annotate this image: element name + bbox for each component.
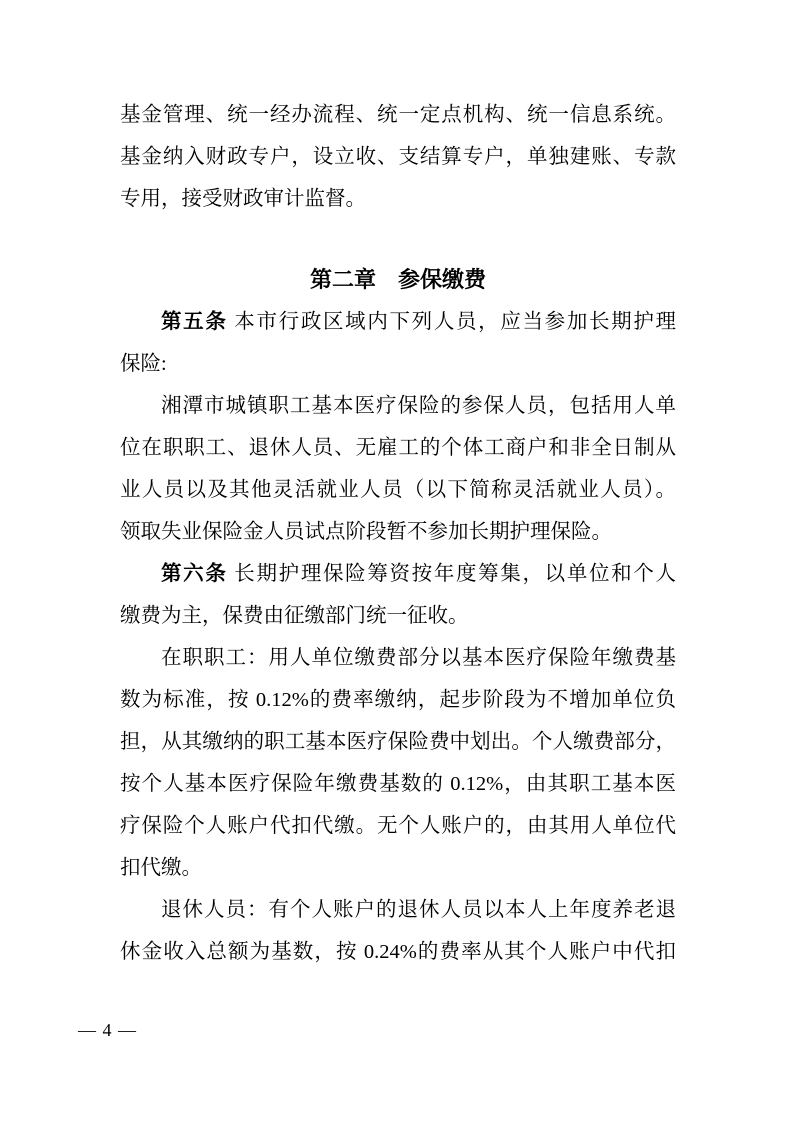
text-line: 担，从其缴纳的职工基本医疗保险费中划出。个人缴费部分， bbox=[120, 731, 676, 753]
article-number: 第五条 bbox=[161, 311, 228, 333]
text-line: 保险: bbox=[120, 353, 167, 375]
text-line: 数为标准，按 0.12%的费率缴纳，起步阶段为不增加单位负 bbox=[120, 689, 676, 711]
article-text: 本市行政区域内下列人员，应当参加长期护理 bbox=[227, 311, 677, 333]
text-line: 业人员以及其他灵活就业人员（以下简称灵活就业人员）。 bbox=[120, 479, 676, 501]
text-line: 休金收入总额为基数，按 0.24%的费率从其个人账户中代扣 bbox=[120, 941, 676, 963]
article-text: 长期护理保险筹资按年度筹集，以单位和个人 bbox=[227, 563, 677, 585]
article-number: 第六条 bbox=[161, 563, 228, 585]
paragraph-article-6 bbox=[120, 553, 676, 637]
text-line: 基金纳入财政专户，设立收、支结算专户，单独建账、专款 bbox=[120, 146, 676, 168]
text-line bbox=[120, 301, 676, 343]
text-line bbox=[120, 553, 676, 595]
text-line: 疗保险个人账户代扣代缴。无个人账户的，由其用人单位代 bbox=[120, 815, 676, 837]
text-line: 在职职工：用人单位缴费部分以基本医疗保险年缴费基 bbox=[161, 647, 676, 669]
text-line: 领取失业保险金人员试点阶段暂不参加长期护理保险。 bbox=[120, 521, 612, 543]
page-body bbox=[120, 94, 676, 973]
paragraph-article-5 bbox=[120, 301, 676, 385]
text-line: 扣代缴。 bbox=[120, 857, 202, 879]
text-line: 按个人基本医疗保险年缴费基数的 0.12%，由其职工基本医 bbox=[120, 773, 676, 795]
text-line: 基金管理、统一经办流程、统一定点机构、统一信息系统。 bbox=[120, 104, 676, 126]
paragraph-retirees bbox=[120, 889, 676, 973]
paragraph-insured-persons bbox=[120, 385, 676, 553]
text-line: 专用，接受财政审计监督。 bbox=[120, 188, 366, 210]
text-line: 退休人员：有个人账户的退休人员以本人上年度养老退 bbox=[161, 899, 676, 921]
paragraph-fund-management bbox=[120, 94, 676, 220]
page-number: — 4 — bbox=[78, 1020, 137, 1040]
text-line: 缴费为主，保费由征缴部门统一征收。 bbox=[120, 605, 469, 627]
text-line: 位在职职工、退休人员、无雇工的个体工商户和非全日制从 bbox=[120, 437, 676, 459]
paragraph-active-employees bbox=[120, 637, 676, 889]
text-line: 湘潭市城镇职工基本医疗保险的参保人员，包括用人单 bbox=[161, 395, 676, 417]
chapter-heading: 第二章 参保缴费 bbox=[309, 267, 486, 292]
